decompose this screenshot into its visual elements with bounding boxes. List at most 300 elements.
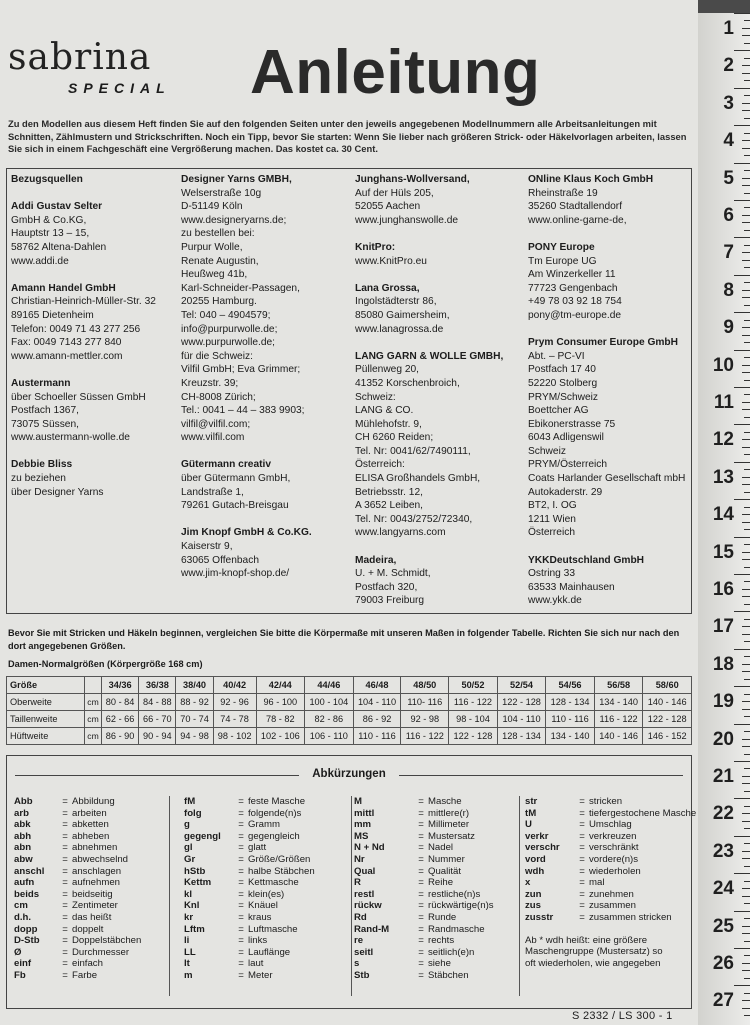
measure-value: 90 - 94 [139,728,176,745]
ruler-number: 22 [712,803,734,825]
equals-sign: = [238,923,244,935]
supplier-entry [528,241,685,323]
supplier-name: Debbie Bliss [11,459,73,471]
abbreviation-row [14,877,184,889]
ruler-tick [734,686,750,687]
supplier-entry [355,554,503,608]
measure-value: 98 - 102 [213,728,256,745]
supplier-line: 77723 Gengenbach [528,282,618,294]
equals-sign: = [238,900,244,912]
equals-sign: = [579,853,585,865]
ruler-tick [742,522,750,523]
ruler-tick [744,529,750,530]
ruler-tick [734,948,750,949]
abbreviation-row [184,866,366,878]
ruler-tick [744,507,750,508]
abbreviation: zun [525,888,542,900]
ruler-number: 27 [712,990,734,1012]
measure-value: 104 - 110 [497,711,546,728]
ruler-tick [742,65,750,66]
ruler-tick [742,439,750,440]
ruler-tick [744,604,750,605]
abbreviation: D-Stb [14,935,40,947]
measure-value: 100 - 104 [305,694,354,711]
ruler-tick [734,125,750,126]
abbreviation-row [14,889,184,901]
ruler-tick [742,926,750,927]
abbreviation-meaning: siehe [428,958,451,970]
ruler-number: 12 [712,429,734,451]
measure-value: 66 - 70 [139,711,176,728]
ruler-tick [734,462,750,463]
ruler-tick [742,739,750,740]
ruler-number: 19 [712,691,734,713]
equals-sign: = [579,877,585,889]
ruler-tick [742,709,750,710]
measure-value: 74 - 78 [213,711,256,728]
abbreviation-meaning: Masche [428,796,462,807]
abbreviation-meaning: Randmasche [428,923,485,935]
abbreviation: str [525,796,538,807]
ruler-number: 25 [712,915,734,937]
supplier-line: CH 6260 Reiden; [355,432,434,444]
ruler-number: 8 [723,279,734,301]
abbreviation: x [525,877,531,889]
size-row [7,711,692,728]
equals-sign: = [238,969,244,981]
suppliers-box [6,168,692,614]
size-table [6,676,692,745]
ruler-tick [742,821,750,822]
supplier-entry [355,282,503,336]
abbreviation-row [14,958,184,970]
supplier-line: Tel: 040 – 4904579; [181,309,271,321]
ruler-tick [744,955,750,956]
ruler-tick [742,783,750,784]
abbreviation-meaning: das heißt [72,911,112,923]
ruler-tick [744,694,750,695]
ruler-tick [742,372,750,373]
ruler-tick [744,469,750,470]
abbreviation-row [354,877,548,889]
abbreviation-meaning: aufnehmen [72,877,121,889]
abbreviation: restl [354,888,375,900]
abbreviation-row [354,900,548,912]
supplier-line: Österreich: [355,459,405,471]
abbreviation-meaning: seitlich(e)n [428,946,475,958]
supplier-line: Christian-Heinrich-Müller-Str. 32 [11,296,156,308]
supplier-line: Kreuzstr. 39; [181,377,239,389]
supplier-line: BT2, I. OG [528,500,577,512]
equals-sign: = [579,842,585,854]
supplier-line: Kaiserstr 9, [181,541,233,553]
ruler-tick [742,477,750,478]
suppliers-column-2 [181,173,312,594]
equals-sign: = [62,807,68,819]
supplier-entry [11,377,156,445]
size-cell: 44/46 [305,677,354,694]
ruler-tick [742,626,750,627]
equals-sign: = [579,830,585,842]
abbreviation-meaning: gegengleich [248,830,300,842]
measure-value: 122 - 128 [643,711,692,728]
abbreviation: gegengl [184,830,221,842]
abbreviation-row [184,912,366,924]
ruler-tick [744,267,750,268]
ruler-tick [742,596,750,597]
abbreviation-meaning: Qualität [428,865,462,877]
supplier-line: 73075 Süssen, [11,418,79,430]
size-label-cell: Größe [7,677,85,694]
measure-value: 96 - 100 [256,694,305,711]
ruler-tick [742,776,750,777]
abbreviation-meaning: Gramm [248,819,280,831]
supplier-line: 79261 Gutach-Breisgau [181,500,289,512]
ruler-tick [744,641,750,642]
measure-value: 146 - 152 [643,728,692,745]
abbreviation-meaning: Nummer [428,853,465,865]
ruler-tick [742,402,750,403]
abbreviation-meaning: Nadel [428,842,454,854]
abbreviation-row [14,796,184,808]
supplier-line: Hauptstr 13 – 15, [11,228,90,240]
ruler-tick [742,896,750,897]
ruler-tick [734,649,750,650]
ruler-number: 23 [712,840,734,862]
abbreviation-meaning: abnehmen [72,842,118,854]
abbreviation-row [354,842,548,854]
abbreviations-column-2 [184,796,366,982]
supplier-name: Prym Consumer Europe GmbH [528,337,679,349]
logo-special: SPECIAL [68,80,171,96]
ruler-number: 4 [723,130,734,152]
equals-sign: = [238,877,244,889]
supplier-line: U. + M. Schmidt, [355,568,431,580]
abbreviation-meaning: abketten [72,819,109,831]
measure-value: 86 - 90 [102,728,139,745]
supplier-line: Karl-Schneider-Passagen, [181,282,300,294]
ruler-number: 13 [712,466,734,488]
ruler-tick [734,387,750,388]
ruler-tick [742,327,750,328]
supplier-line: Landstraße 1, [181,486,244,498]
abbreviation-meaning: Stäbchen [428,969,469,981]
supplier-entry [11,173,156,187]
equals-sign: = [238,888,244,900]
ruler-tick [742,28,750,29]
abbreviation: kr [184,911,194,923]
supplier-line: www.junghanswolle.de [355,214,459,226]
abbreviation: tM [525,807,537,819]
abbreviation: s [354,958,360,970]
measure-value: 122 - 128 [497,694,546,711]
ruler-tick [734,50,750,51]
unit-cell: cm [85,728,102,745]
abbreviation-row [184,796,366,808]
ruler-tick [742,963,750,964]
equals-sign: = [238,842,244,854]
ruler-tick [742,148,750,149]
abbreviation-row [184,900,366,912]
abbreviation-row [14,808,184,820]
supplier-line: über Schoeller Süssen GmbH [11,391,146,403]
ruler-tick [744,193,750,194]
equals-sign: = [238,853,244,865]
equals-sign: = [418,900,424,912]
ruler-tick [734,574,750,575]
supplier-name: Austermann [11,377,71,389]
ruler-tick [744,993,750,994]
abbreviation-meaning: arbeiten [72,807,107,819]
ruler-tick [744,619,750,620]
measure-value: 106 - 110 [305,728,354,745]
abbreviation-meaning: verkreuzen [589,830,637,842]
abbreviation-meaning: rückwärtige(n)s [428,900,494,912]
ruler-number: 14 [712,504,734,526]
abbreviation: anschl [14,865,45,877]
abbreviation: Knl [184,900,200,912]
measure-value: 134 - 140 [594,694,643,711]
size-note: Bevor Sie mit Stricken und Häkeln beginnen, vergleichen Sie bitte die Körpermaße mit unseren Maßen in folgender Tabelle. Richten Sie sich nur nach den dort angegebenen Größen. [8,628,680,651]
logo-sabrina: sabrina [8,37,152,78]
intro-text: Zu den Modellen aus diesem Heft finden Sie auf den folgenden Seiten unter den jeweils angegebenen Modellnummern alle Arbeitsanleitungen mit Schnitten, Zählmustern und Strickschriften. Noch ein Tipp, bevor Sie starten: Wenn Sie lieber nach größeren Strick- oder Häkelvorlagen arbeiten, lassen Sie sich in einem Fachgeschäft eine Vergrößerung machen. Das kostet ca. 30 Cent. [8,118,687,154]
abbreviation-meaning: zunehmen [589,888,634,900]
measure-value: 98 - 104 [449,711,498,728]
ruler-tick [744,978,750,979]
abbreviation: Nr [354,853,365,865]
supplier-name: Madeira, [355,554,397,566]
abbreviation-note-line: Maschengruppe (Mustersatz) so [525,946,663,958]
supplier-line: PRYM/Schweiz [528,391,599,403]
supplier-line: info@purpurwolle.de; [181,323,278,335]
supplier-line: vilfil@vilfil.com; [181,418,251,430]
ruler-tick [742,222,750,223]
ruler-tick [742,1008,750,1009]
measure-value: 116 - 122 [401,728,449,745]
supplier-entry [181,458,312,512]
ruler-number: 15 [712,541,734,563]
abbreviation: N + Nd [354,842,385,854]
ruler-tick [742,290,750,291]
supplier-line: Tm Europe UG [528,255,597,267]
abbreviation-row [184,854,366,866]
supplier-line: Postfach 17 40 [528,364,596,376]
equals-sign: = [62,969,68,981]
magazine-logo [8,37,171,96]
equals-sign: = [62,830,68,842]
abbreviation: Lftm [184,923,205,935]
supplier-line: PRYM/Österreich [528,459,608,471]
measure-value: 94 - 98 [176,728,213,745]
supplier-line: Telefon: 0049 71 43 277 256 [11,323,141,335]
measure-value: 134 - 140 [546,728,595,745]
abbreviations-box [6,755,697,1009]
measure-value: 110- 116 [401,694,449,711]
abbreviation-meaning: abwechselnd [72,853,129,865]
unit-cell: cm [85,711,102,728]
supplier-entry [11,282,156,364]
ruler-tick [744,492,750,493]
supplier-name: Designer Yarns GMBH, [181,174,292,185]
ruler-tick [744,170,750,171]
supplier-line: über Gütermann GmbH, [181,473,291,485]
ruler-tick [742,185,750,186]
ruler-tick [742,589,750,590]
ruler-tick [742,559,750,560]
abbreviation-meaning: Kettmasche [248,877,299,889]
ruler-number: 17 [712,616,734,638]
size-row [7,694,692,711]
ruler-tick [744,305,750,306]
supplier-line: 35260 Stadtallendorf [528,201,623,213]
ruler-tick [742,110,750,111]
abbreviation: abw [14,853,33,865]
abbreviation: seitl [354,946,374,958]
ruler-tick [744,716,750,717]
equals-sign: = [62,946,68,958]
measure-value: 104 - 110 [353,694,401,711]
abbreviation: zusstr [525,911,554,923]
supplier-name: Jim Knopf GmbH & Co.KG. [181,527,312,539]
equals-sign: = [62,935,68,947]
abbreviation-meaning: anschlagen [72,865,122,877]
ruler-tick [744,731,750,732]
abbreviation: dopp [14,923,38,935]
supplier-line: www.langyarns.com [355,527,446,539]
ruler-number: 16 [712,579,734,600]
ruler-tick [744,754,750,755]
size-row [7,728,692,745]
abbreviation: M [354,796,362,807]
supplier-line: www.addi.de [11,255,69,267]
ruler-number: 3 [723,92,734,114]
measure-value: 78 - 82 [256,711,305,728]
supplier-line: Rheinstraße 19 [528,187,598,199]
supplier-line: CH-8008 Zürich; [181,391,256,403]
abbreviation-row [184,877,366,889]
equals-sign: = [418,830,424,842]
supplier-entry [181,173,312,445]
supplier-line: Coats Harlander Gesellschaft mbH [528,473,686,485]
ruler-tick [744,342,750,343]
abbreviation: g [184,819,190,831]
measure-value: 110 - 116 [353,728,401,745]
ruler-tick [744,454,750,455]
supplier-name: Gütermann creativ [181,459,272,471]
abbreviation-row [184,819,366,831]
abbreviation: beids [14,888,40,900]
ruler-tick [744,282,750,283]
abbreviation-row [14,900,184,912]
unit-cell: cm [85,694,102,711]
size-cell: 34/36 [102,677,139,694]
abbreviation: U [525,819,532,831]
supplier-line: Welserstraße 10g [181,187,262,199]
ruler-tick [744,95,750,96]
measure-value: 84 - 88 [139,694,176,711]
abbreviation-meaning: kraus [248,911,272,923]
abbreviation-meaning: Doppelstäbchen [72,935,142,947]
abbreviation: Ø [14,946,22,958]
equals-sign: = [62,911,68,923]
ruler-tick [744,230,750,231]
abbreviation-meaning: laut [248,958,264,970]
equals-sign: = [418,877,424,889]
ruler-tick [744,432,750,433]
ruler-number: 20 [712,728,734,750]
ruler-tick [742,552,750,553]
ruler-tick [734,13,750,14]
abbreviation-meaning: vordere(n)s [589,853,639,865]
ruler-tick [734,275,750,276]
measure-value: 86 - 92 [353,711,401,728]
ruler-tick [742,335,750,336]
abbreviation-row [354,819,548,831]
abbreviation: cm [14,900,28,912]
supplier-line: 89165 Dietenheim [11,309,94,321]
ruler-tick [744,544,750,545]
abbreviation-meaning: Luftmasche [248,923,298,935]
ruler-tick [742,447,750,448]
equals-sign: = [238,807,244,819]
abbreviation-meaning: Mustersatz [428,830,475,842]
equals-sign: = [238,865,244,877]
supplier-name: Amann Handel GmbH [11,282,116,294]
equals-sign: = [579,900,585,912]
measure-value: 70 - 74 [176,711,213,728]
ruler-tick [742,664,750,665]
abbreviation-row [14,935,184,947]
abbreviation-meaning: Knäuel [248,900,278,912]
ruler-tick [742,73,750,74]
abbreviation: wdh [525,865,545,877]
abbreviation-row [184,842,366,854]
supplier-line: über Designer Yarns [11,486,104,498]
supplier-name: PONY Europe [528,241,595,253]
abbreviation-meaning: doppelt [72,923,104,935]
ruler-number: 21 [712,766,734,787]
ruler-tick [744,380,750,381]
ruler-tick [744,207,750,208]
supplier-line: Auf der Hüls 205, [355,187,434,199]
measure-name: Oberweite [7,694,85,711]
suppliers-column-4 [528,173,685,622]
supplier-line: 1211 Wien [528,513,576,525]
abbreviation-row [184,924,366,936]
supplier-line: LANG & CO. [355,405,414,417]
supplier-name: Addi Gustav Selter [11,201,103,213]
abbreviation-meaning: Reihe [428,877,454,889]
ruler-number: 1 [723,18,734,39]
supplier-line: Schweiz [528,445,566,457]
ruler-tick [742,252,750,253]
ruler-tick [742,970,750,971]
abbreviation-row [184,970,366,982]
equals-sign: = [418,888,424,900]
supplier-line: 41352 Korschenbroich, [355,377,460,389]
abbreviation-meaning: zusammen stricken [589,911,672,923]
abbreviation-meaning: folgende(n)s [248,807,302,819]
size-cell: 42/44 [256,677,305,694]
size-cell: 48/50 [401,677,449,694]
abbreviation-row [14,970,184,982]
equals-sign: = [418,911,424,923]
supplier-line: Tel. Nr: 0041/62/7490111, [355,445,471,457]
supplier-line: 52055 Aachen [355,201,421,213]
abbreviation-meaning: einfach [72,958,103,970]
supplier-line: Abt. – PC-VI [528,350,585,362]
supplier-line: 85080 Gaimersheim, [355,309,450,321]
